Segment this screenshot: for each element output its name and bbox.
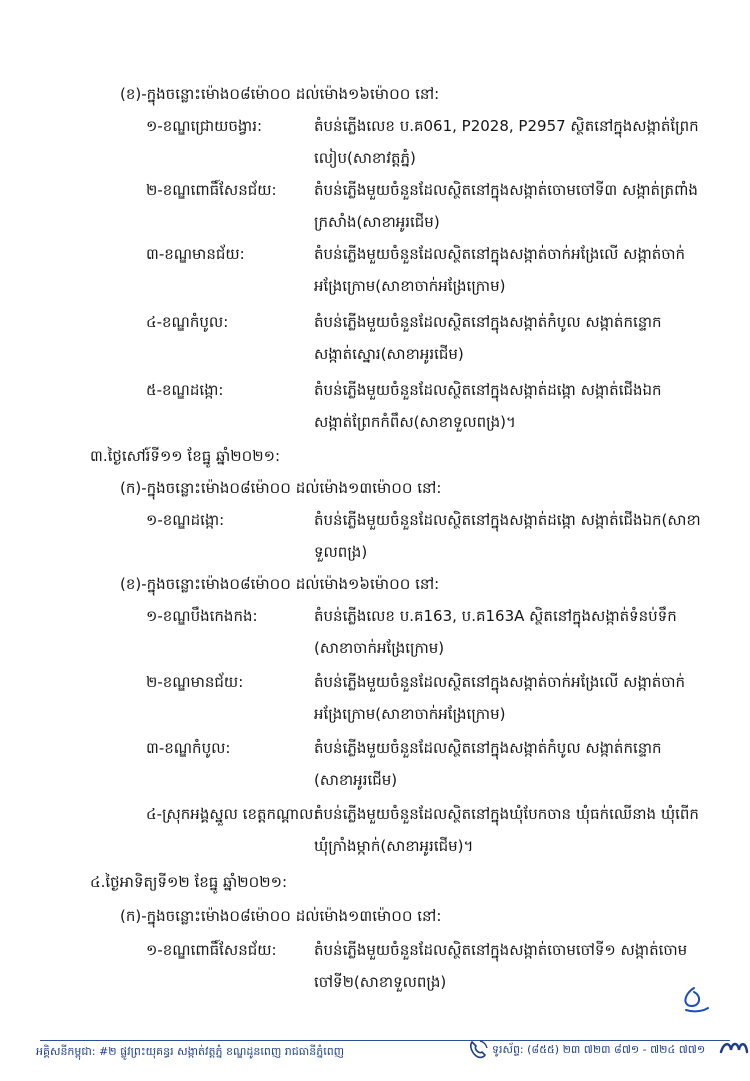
district-name: ៤-ខណ្ឌកំបូល: — [146, 313, 229, 331]
district-description: តំបន់ភ្លើងមួយចំនួនដែលស្ថិតនៅក្នុងសង្កាត់ចាក់អង្រែលើ សង្កាត់ចាក់ — [314, 245, 686, 263]
district-description-cont: សង្កាត់ព្រែកកំពឹស(សាខាទួលពង្រ)។ — [314, 413, 516, 431]
district-description-cont: ចៅទី២(សាខាទួលពង្រ) — [314, 973, 447, 991]
date-heading: ៣.ថ្ងៃសៅរ៍ទី១១ ខែធ្នូ ឆ្នាំ២០២១: — [90, 447, 281, 465]
district-description-cont: អង្រែក្រោម(សាខាចាក់អង្រែក្រោម) — [314, 277, 506, 295]
district-description: តំបន់ភ្លើងមួយចំនួនដែលស្ថិតនៅក្នុងសង្កាត់ដង្កោ សង្កាត់ជើងឯក(សាខា — [314, 511, 701, 529]
district-name: ១-ខណ្ឌដង្កោ: — [146, 511, 225, 529]
district-description: តំបន់ភ្លើងលេខ ប.គ163, ប.គ163A ស្ថិតនៅក្នុងសង្កាត់ទំនប់ទឹក — [314, 607, 677, 625]
handwritten-initials — [672, 984, 712, 1016]
district-description-cont: អង្រែក្រោម(សាខាចាក់អង្រែក្រោម) — [314, 705, 506, 723]
district-description-cont: លៀប(សាខាវត្តភ្នំ) — [314, 149, 416, 167]
district-name: ២-ខណ្ឌមានជ័យ: — [146, 673, 244, 691]
time-range-heading-kha: (ខ)-ក្នុងចន្លោះម៉ោង០៨ម៉ោ០០ ដល់ម៉ោង១៦ម៉ោ០០ នៅ: — [120, 575, 440, 593]
district-description-cont: ទួលពង្រ) — [314, 543, 368, 561]
footer-phone: ទូរស័ព្ទ: (៨៥៥) ២៣ ៧២៣ ៨៧១ - ៧២៤ ៧៧១ — [492, 1043, 706, 1056]
district-description-cont: (សាខាចាក់អង្រែក្រោម) — [314, 639, 445, 657]
district-name: ៥-ខណ្ឌដង្កោ: — [146, 381, 224, 399]
district-name: ១-ខណ្ឌពោធិ៍សែនជ័យ: — [146, 941, 277, 959]
district-description: តំបន់ភ្លើងមួយចំនួនដែលស្ថិតនៅក្នុងសង្កាត់ចោមចៅទី១ សង្កាត់ចោម — [314, 941, 688, 959]
time-range-heading-ka: (ក)-ក្នុងចន្លោះម៉ោង០៨ម៉ោ០០ ដល់ម៉ោង១៣ម៉ោ០០ នៅ: — [120, 479, 442, 497]
district-name: ២-ខណ្ឌពោធិ៍សែនជ័យ: — [146, 181, 277, 199]
time-range-heading-kha: (ខ)-ក្នុងចន្លោះម៉ោង០៨ម៉ោ០០ ដល់ម៉ោង១៦ម៉ោ០០ នៅ: — [120, 85, 440, 103]
district-description: តំបន់ភ្លើងមួយចំនួនដែលស្ថិតនៅក្នុងសង្កាត់ចោមចៅទី៣ សង្កាត់ត្រពាំង — [314, 181, 698, 199]
handwritten-mark — [718, 1036, 750, 1060]
district-description: តំបន់ភ្លើងមួយចំនួនដែលស្ថិតនៅក្នុងសង្កាត់ចាក់អង្រែលើ សង្កាត់ចាក់ — [314, 673, 686, 691]
footer-address: អគ្គិសនីកម្ពុជា: #២ ផ្លូវព្រះយុគន្ធរ សង្កាត់វត្តភ្នំ ខណ្ឌដូនពេញ រាជធានីភ្នំពេញ — [36, 1045, 345, 1058]
district-name: ៤-ស្រុកអង្គស្នួល ខេត្តកណ្ដាល: — [146, 805, 319, 823]
district-description: តំបន់ភ្លើងលេខ ប.គ061, P2028, P2957 ស្ថិតនៅក្នុងសង្កាត់ព្រែក — [314, 117, 699, 135]
district-description-cont: (សាខាអូរជើម) — [314, 771, 398, 789]
district-name: ៣-ខណ្ឌមានជ័យ: — [146, 245, 245, 263]
district-description: តំបន់ភ្លើងមួយចំនួនដែលស្ថិតនៅក្នុងសង្កាត់កំបូល សង្កាត់កន្ទោក — [314, 739, 662, 757]
district-name: ៣-ខណ្ឌកំបូល: — [146, 739, 231, 757]
date-heading: ៤.ថ្ងៃអាទិត្យទី១២ ខែធ្នូ ឆ្នាំ២០២១: — [90, 873, 288, 891]
phone-icon — [466, 1038, 490, 1062]
district-description: តំបន់ភ្លើងមួយចំនួនដែលស្ថិតនៅក្នុងសង្កាត់ដង្កោ សង្កាត់ជើងឯក — [314, 381, 662, 399]
district-name: ១-ខណ្ឌជ្រោយចង្វារ: — [146, 117, 263, 135]
district-description: តំបន់ភ្លើងមួយចំនួនដែលស្ថិតនៅក្នុងសង្កាត់កំបូល សង្កាត់កន្ទោក — [314, 313, 662, 331]
district-description: តំបន់ភ្លើងមួយចំនួនដែលស្ថិតនៅក្នុងឃុំបែកចាន ឃុំធក់ឈើនាង ឃុំពើក — [314, 805, 699, 823]
footer-divider — [40, 1040, 730, 1041]
time-range-heading-ka: (ក)-ក្នុងចន្លោះម៉ោង០៨ម៉ោ០០ ដល់ម៉ោង១៣ម៉ោ០០ នៅ: — [120, 907, 442, 925]
district-description-cont: ក្រសាំង(សាខាអូរជើម) — [314, 213, 440, 231]
district-description-cont: ឃុំក្រាំងម្កាក់(សាខាអូរជើម)។ — [314, 837, 474, 855]
district-name: ១-ខណ្ឌបឹងកេងកង: — [146, 607, 258, 625]
district-description-cont: សង្កាត់ស្នោរ(សាខាអូរជើម) — [314, 345, 464, 363]
